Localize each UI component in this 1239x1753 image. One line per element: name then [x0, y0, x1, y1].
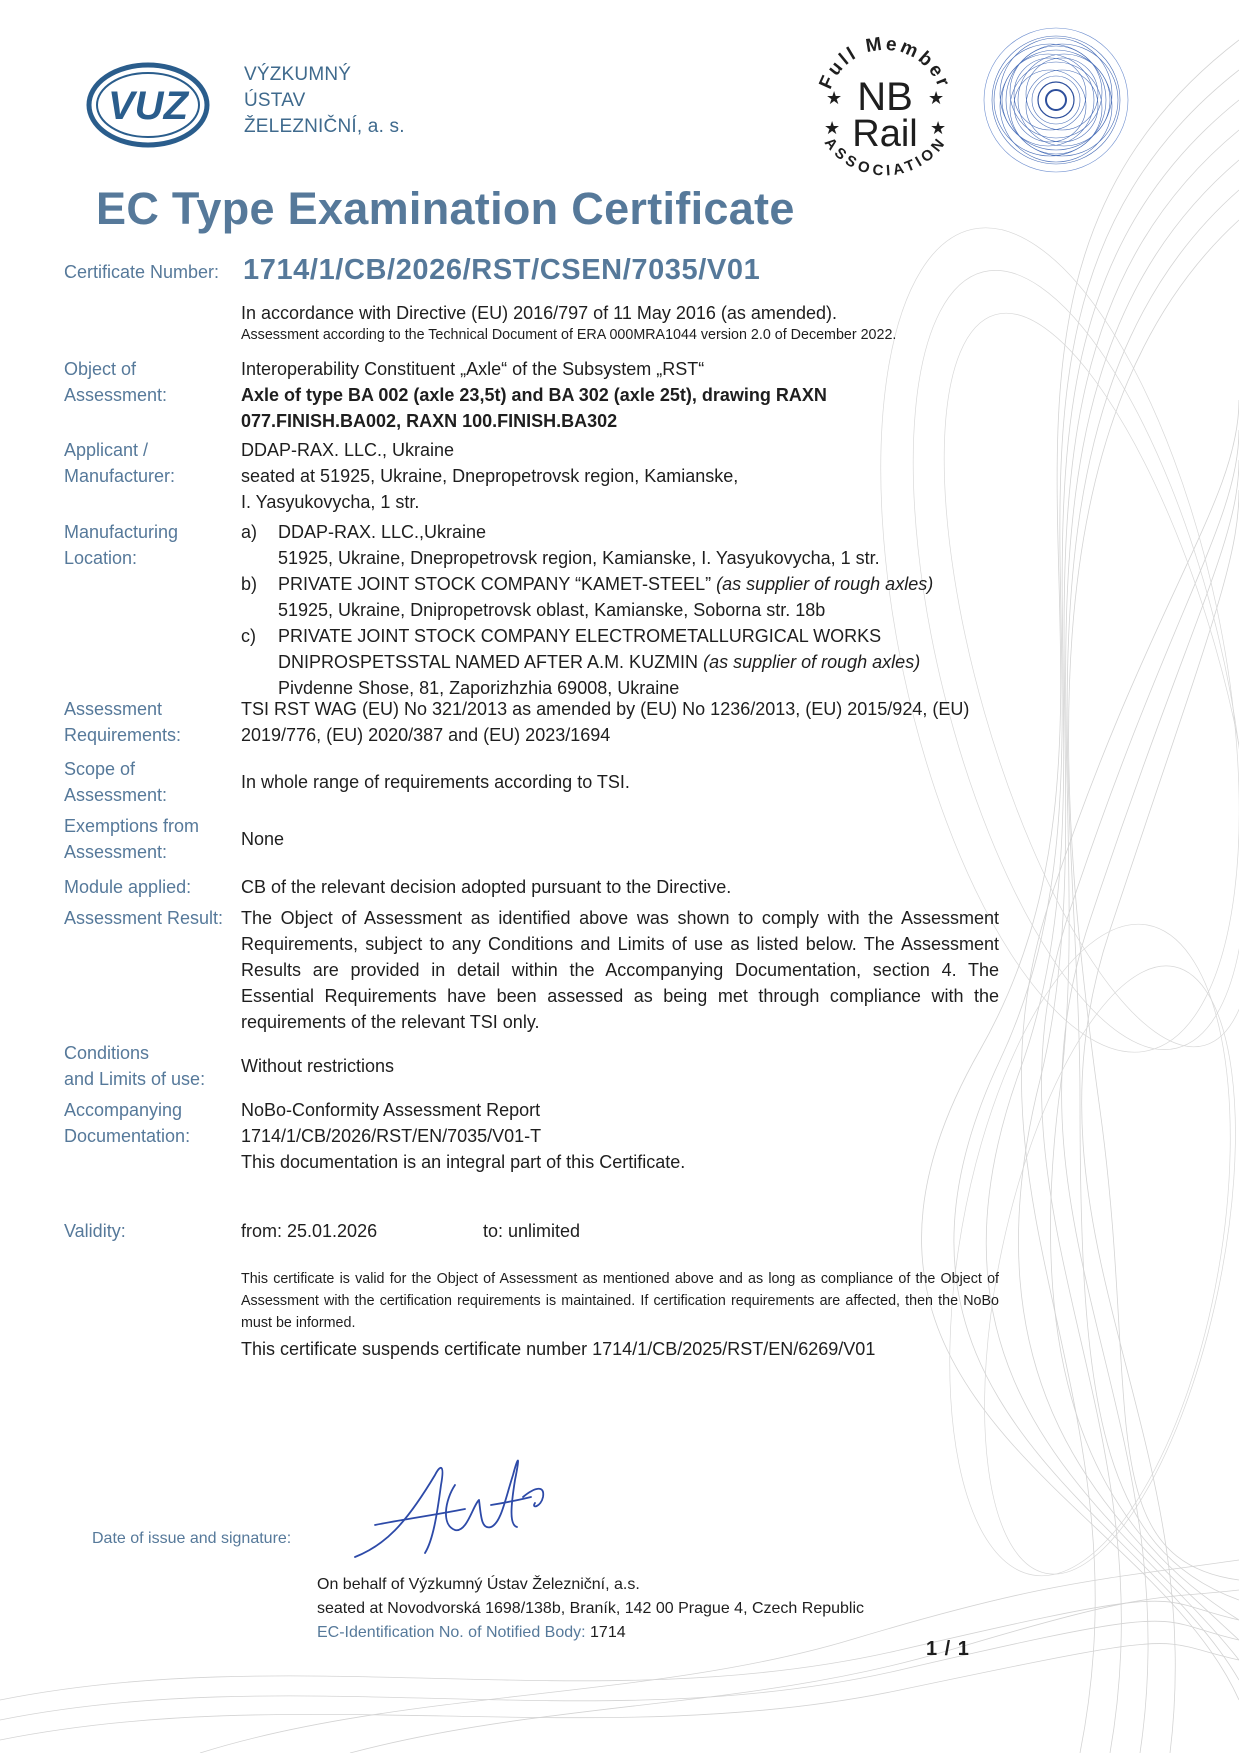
- signature-label: Date of issue and signature:: [92, 1530, 292, 1547]
- ec-id-number: 1714: [590, 1624, 626, 1641]
- object-drawing: 077.FINISH.BA002, RAXN 100.FINISH.BA302: [241, 411, 618, 431]
- validity-note: This certificate is valid for the Object of Assessment as mentioned above and as long as compliance of the Object of Assessment with the certification requirements is maintained. If certification requirements are affected, then the NoBo must be informed.: [241, 1271, 999, 1331]
- documentation-line: 1714/1/CB/2026/RST/EN/7035/V01-T: [241, 1126, 542, 1146]
- label-line: Scope of: [64, 759, 136, 779]
- exemptions-value: None: [241, 829, 285, 849]
- institute-name: [244, 62, 405, 140]
- issuer-address: seated at Novodvorská 1698/138b, Braník, 142 00 Prague 4, Czech Republic: [317, 1600, 865, 1617]
- label-line: Documentation:: [64, 1126, 191, 1146]
- vuz-logo: [86, 62, 210, 148]
- object-value: [241, 356, 1005, 434]
- rosette-hologram: [984, 28, 1128, 172]
- documentation-value: [241, 1097, 1005, 1175]
- object-constituent: Interoperability Constituent „Axle“ of the Subsystem „RST“: [241, 359, 705, 379]
- applicant-line: I. Yasyukovycha, 1 str.: [241, 492, 420, 512]
- label-line: Exemptions from: [64, 816, 200, 836]
- institute-line: VÝZKUMNÝ: [244, 64, 352, 85]
- item-marker: a): [241, 522, 258, 542]
- module-value: CB of the relevant decision adopted pursuant to the Directive.: [241, 877, 732, 897]
- label-line: Requirements:: [64, 725, 182, 745]
- nb-rail-seal: [800, 22, 970, 192]
- certificate-number-label: Certificate Number:: [64, 262, 220, 282]
- label-line: Manufacturing: [64, 522, 179, 542]
- location-item: [241, 623, 1005, 701]
- suspends-note: This certificate suspends certificate number 1714/1/CB/2025/RST/EN/6269/V01: [241, 1339, 876, 1359]
- scope-label: [64, 756, 244, 808]
- star-icon: ★: [930, 118, 947, 138]
- result-value: The Object of Assessment as identified above was shown to comply with the Assessment Requirements, subject to any Conditions and Limits of use as listed below. The Assessment Results are provided in detail within the Accompanying Documentation, section 4. The Essential Requirements have been assessed as being met through compliance with the requirements of the relevant TSI only.: [241, 908, 999, 1032]
- module-label: Module applied:: [64, 877, 192, 897]
- validity-to: to: unlimited: [483, 1221, 581, 1241]
- label-line: Assessment:: [64, 385, 168, 405]
- label-line: and Limits of use:: [64, 1069, 206, 1089]
- location-company: DDAP-RAX. LLC.,Ukraine: [278, 522, 487, 542]
- label-line: Object of: [64, 359, 137, 379]
- location-label: [64, 519, 244, 571]
- institute-line: ŽELEZNIČNÍ, a. s.: [244, 116, 405, 137]
- documentation-line: NoBo-Conformity Assessment Report: [241, 1100, 541, 1120]
- seal-nb: NB: [857, 75, 913, 119]
- label-line: Location:: [64, 548, 138, 568]
- star-icon: ★: [824, 118, 841, 138]
- directive-block: [241, 300, 1005, 345]
- location-note: (as supplier of rough axles): [716, 574, 934, 594]
- object-label: [64, 356, 244, 408]
- location-item: [241, 519, 1005, 571]
- location-address: Pivdenne Shose, 81, Zaporizhzhia 69008, Ukraine: [278, 678, 680, 698]
- label-line: Assessment:: [64, 842, 168, 862]
- applicant-line: DDAP-RAX. LLC., Ukraine: [241, 440, 455, 460]
- star-icon: ★: [928, 88, 945, 108]
- seal-bottom-text: ASSOCIATION: [820, 134, 950, 180]
- handwritten-signature: [345, 1445, 570, 1570]
- label-line: Applicant /: [64, 440, 149, 460]
- location-list: [241, 519, 1005, 701]
- object-axle-type: Axle of type BA 002 (axle 23,5t) and BA 302 (axle 25t), drawing RAXN: [241, 385, 827, 405]
- label-line: Assessment: [64, 699, 163, 719]
- label-line: Manufacturer:: [64, 466, 176, 486]
- exemptions-label: [64, 813, 244, 865]
- applicant-line: seated at 51925, Ukraine, Dnepropetrovsk region, Kamianske,: [241, 466, 739, 486]
- location-address: 51925, Ukraine, Dnepropetrovsk region, Kamianske, I. Yasyukovycha, 1 str.: [278, 548, 880, 568]
- page-title: EC Type Examination Certificate: [96, 183, 795, 234]
- directive-line: In accordance with Directive (EU) 2016/797 of 11 May 2016 (as amended).: [241, 303, 837, 323]
- on-behalf-line: On behalf of Výzkumný Ústav Železniční, a.s.: [317, 1576, 640, 1593]
- ec-identification: [317, 1621, 864, 1645]
- location-note: (as supplier of rough axles): [703, 652, 921, 672]
- conditions-label: [64, 1040, 244, 1092]
- documentation-line: This documentation is an integral part of this Certificate.: [241, 1152, 686, 1172]
- item-marker: c): [241, 626, 256, 646]
- location-company-cont: DNIPROSPETSSTAL NAMED AFTER A.M. KUZMIN: [278, 652, 699, 672]
- label-line: Accompanying: [64, 1100, 183, 1120]
- issuer-block: [317, 1573, 864, 1645]
- requirements-value: TSI RST WAG (EU) No 321/2013 as amended by (EU) No 1236/2013, (EU) 2015/924, (EU) 2019/776, (EU) 2020/387 and (EU) 2023/1694: [241, 699, 970, 745]
- seal-rail: Rail: [852, 113, 918, 155]
- label-line: Conditions: [64, 1043, 150, 1063]
- documentation-label: [64, 1097, 244, 1149]
- scope-value: In whole range of requirements according to TSI.: [241, 772, 630, 792]
- requirements-label: [64, 696, 244, 748]
- result-label: Assessment Result:: [64, 908, 224, 928]
- certificate-number: 1714/1/CB/2026/RST/CSEN/7035/V01: [243, 254, 761, 286]
- applicant-value: [241, 437, 1005, 515]
- validity-from: from: 25.01.2026: [241, 1221, 378, 1241]
- page-number: 1 / 1: [926, 1638, 970, 1660]
- logo-text: VUZ: [108, 84, 188, 128]
- star-icon: ★: [826, 88, 843, 108]
- seal-top-text: Full Member: [815, 33, 955, 93]
- assessment-note: Assessment according to the Technical Document of ERA 000MRA1044 version 2.0 of December 2022.: [241, 327, 897, 343]
- validity-label: Validity:: [64, 1221, 126, 1241]
- applicant-label: [64, 437, 244, 489]
- location-company: PRIVATE JOINT STOCK COMPANY ELECTROMETALLURGICAL WORKS: [278, 626, 882, 646]
- location-item: [241, 571, 1005, 623]
- location-address: 51925, Ukraine, Dnipropetrovsk oblast, Kamianske, Soborna str. 18b: [278, 600, 826, 620]
- location-company: PRIVATE JOINT STOCK COMPANY “KAMET-STEEL”: [278, 574, 712, 594]
- institute-line: ÚSTAV: [244, 90, 306, 111]
- conditions-value: Without restrictions: [241, 1056, 395, 1076]
- label-line: Assessment:: [64, 785, 168, 805]
- item-marker: b): [241, 574, 258, 594]
- ec-id-label: EC-Identification No. of Notified Body:: [317, 1624, 586, 1641]
